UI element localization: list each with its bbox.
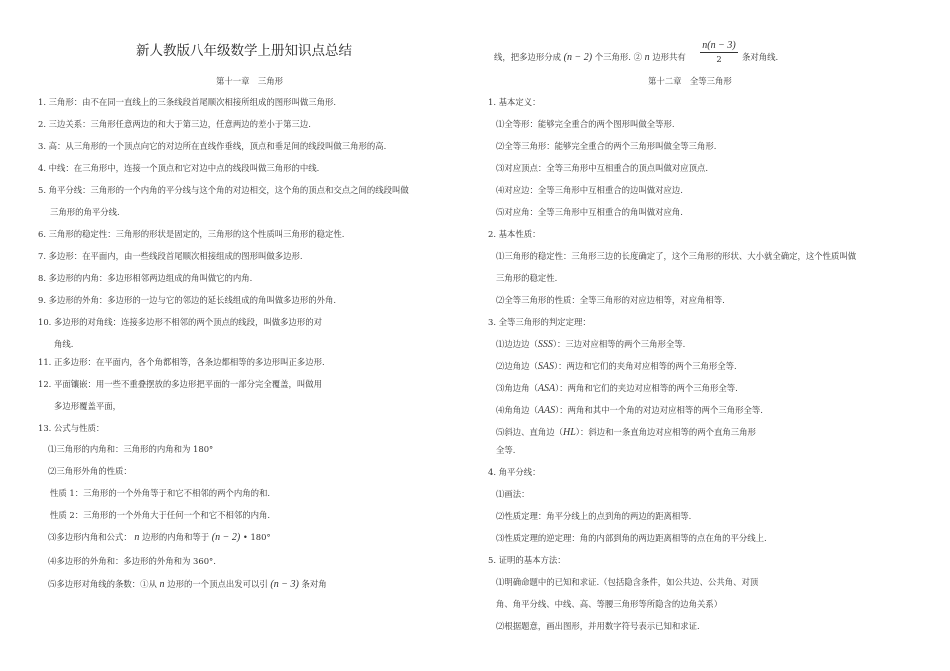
formula-line [48,531,271,544]
text-segment: 个三角形. ② [594,52,642,62]
theorem-sss [496,338,685,351]
text-line: ⑵全等三角形：能够完全重合的两个三角形叫做全等三角形. [496,141,717,151]
text-segment: 线，把多边形分成 [494,52,561,62]
text-line: ⑴全等形：能够完全重合的两个图形叫做全等形. [496,119,675,129]
text-line: ⑴三角形的稳定性：三角形三边的长度确定了，这个三角形的形状、大小就全确定，这个性质叫做 [496,251,857,261]
text-line: 11. 正多边形：在平面内，各个角都相等，各条边都相等的多边形叫正多边形. [38,357,325,367]
chapter-12-heading: 第十二章 全等三角形 [648,76,732,86]
text-line: 角、角平分线、中线、高、等腰三角形等所隐含的边角关系） [496,599,723,609]
text-line: ⑵全等三角形的性质：全等三角形的对应边相等，对应角相等. [496,295,725,305]
text-segment: ⑴边边边（ [496,339,538,349]
math-n-minus-2: (n − 2) [563,52,593,63]
theorem-asa [496,382,738,395]
text-line: 7. 多边形：在平面内，由一些线段首尾顺次相接组成的图形叫做多边形. [38,251,303,261]
text-line: 12. 平面镶嵌：用一些不重叠摆放的多边形把平面的一部分完全覆盖，叫做用 [38,379,322,389]
text-line: 10. 多边形的对角线：连接多边形不相邻的两个顶点的线段，叫做多边形的对 [38,317,322,327]
text-line: 8. 多边形的内角：多边形相邻两边组成的角叫做它的内角. [38,273,253,283]
math-n: n [159,579,165,590]
text-segment: 条对角线. [742,52,779,62]
text-segment: 条对角 [301,579,327,589]
theorem-aas [496,404,763,417]
text-line: 全等. [496,445,516,455]
text-line: ⑸对应角：全等三角形中互相重合的角叫做对应角. [496,207,683,217]
text-line: 9. 多边形的外角：多边形的一边与它的邻边的延长线组成的角叫做多边形的外角. [38,295,337,305]
math-hl: HL [563,427,576,438]
math-asa: ASA [537,383,556,394]
text-line: 角线. [54,339,74,349]
text-line: 多边形覆盖平面， [54,401,121,411]
theorem-sas [496,360,737,373]
text-segment: ）：两角和它们的夹边对应相等的两个三角形全等. [555,383,738,393]
text-line: ⑴三角形的内角和：三角形的内角和为 180° [48,444,214,454]
text-segment: ⑸多边形对角线的条数：①从 [48,579,157,589]
math-n: n [644,52,650,63]
document-title: 新人教版八年级数学上册知识点总结 [136,43,352,59]
text-line: 1. 三角形：由不在同一直线上的三条线段首尾顺次相接所组成的图形叫做三角形. [38,97,337,107]
math-n-minus-2: (n − 2) [211,532,241,543]
continuation-line [494,51,686,64]
text-line: 1. 基本定义： [488,97,541,107]
text-line: 三角形的稳定性. [496,273,558,283]
text-segment: ⑶多边形内角和公式： [48,532,132,542]
text-line: 3. 全等三角形的判定定理： [488,317,591,327]
text-segment: 边形的一个顶点出发可以引 [167,579,268,589]
formula-line [48,578,327,591]
text-line: ⑷对应边：全等三角形中互相重合的边叫做对应边. [496,185,683,195]
math-aas: AAS [537,405,556,416]
math-n: n [134,532,140,543]
theorem-hl [496,426,756,439]
text-line: 4. 角平分线： [488,467,541,477]
fraction-numerator: n(n − 3) [700,40,738,53]
math-sas: SAS [537,361,554,372]
fraction-denominator: 2 [716,54,722,64]
text-line: 5. 证明的基本方法： [488,555,566,565]
text-segment: 边形共有 [652,52,686,62]
text-line: ⑴画法： [496,489,530,499]
text-segment: ⑵边角边（ [496,361,538,371]
text-segment: 边形的内角和等于 [142,532,210,542]
text-segment: • 180° [242,532,271,542]
text-segment: ）：斜边和一条直角边对应相等的两个直角三角形 [575,427,756,437]
text-line: ⑷多边形的外角和：多边形的外角和为 360°. [48,556,216,566]
text-line: ⑵三角形外角的性质： [48,466,132,476]
text-line: 三角形的角平分线. [50,207,120,217]
text-segment: ⑷角角边（ [496,405,538,415]
text-line: ⑵性质定理：角平分线上的点到角的两边的距离相等. [496,511,692,521]
text-segment: ）：三边对应相等的两个三角形全等. [552,339,686,349]
math-n-minus-3: (n − 3) [270,579,299,590]
fraction-diagonals [700,40,738,64]
text-segment: ⑸斜边、直角边（ [496,427,563,437]
text-segment: ）：两边和它们的夹角对应相等的两个三角形全等. [553,361,737,371]
text-line: 2. 基本性质： [488,229,541,239]
text-line: 性质 2：三角形的一个外角大于任何一个和它不相邻的内角. [50,510,271,520]
text-line: 6. 三角形的稳定性：三角形的形状是固定的，三角形的这个性质叫三角形的稳定性. [38,229,345,239]
text-line: 4. 中线：在三角形中，连接一个顶点和它对边中点的线段叫做三角形的中线. [38,163,320,173]
text-segment: ⑶角边角（ [496,383,538,393]
text-line: ⑶性质定理的逆定理：角的内部到角的两边距离相等的点在角的平分线上. [496,533,767,543]
text-segment: ）：两角和其中一个角的对边对应相等的两个三角形全等. [555,405,763,415]
text-line: 13. 公式与性质： [38,423,105,433]
math-sss: SSS [537,339,553,350]
text-line: ⑵根据题意，画出图形，并用数字符号表示已知和求证. [496,621,700,631]
text-line: ⑴明确命题中的已知和求证.（包括隐含条件，如公共边、公共角、对顶 [496,577,759,587]
chapter-11-heading: 第十一章 三角形 [216,76,283,86]
text-line: 2. 三边关系：三角形任意两边的和大于第三边，任意两边的差小于第三边. [38,119,311,129]
text-line: 3. 高：从三角形的一个顶点向它的对边所在直线作垂线，顶点和垂足间的线段叫做三角形的高. [38,141,387,151]
text-line: 性质 1：三角形的一个外角等于和它不相邻的两个内角的和. [50,488,271,498]
text-line: 5. 角平分线：三角形的一个内角的平分线与这个角的对边相交，这个角的顶点和交点之间的线段叫做 [38,185,409,195]
text-line: ⑶对应顶点：全等三角形中互相重合的顶点叫做对应顶点. [496,163,709,173]
